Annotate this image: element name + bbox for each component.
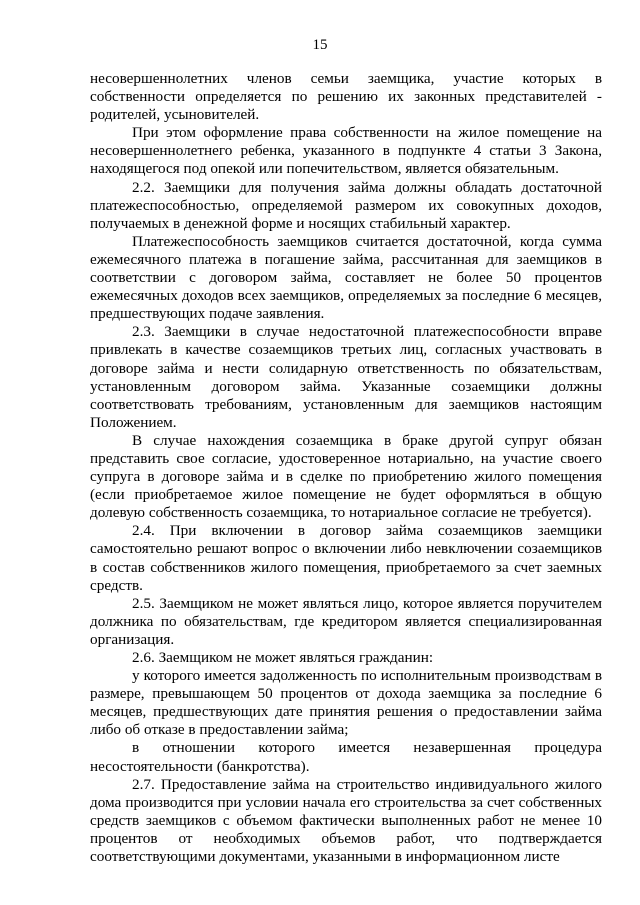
paragraph: 2.4. При включении в договор займа созаемщиков заемщики самостоятельно решают вопрос о включении либо невключении созаемщиков в состав собственников жилого помещения, приобретаемого за счет заемных средств. [90,522,602,594]
document-body [90,70,602,866]
paragraph: Платежеспособность заемщиков считается достаточной, когда сумма ежемесячного платежа в погашение займа, рассчитанная для заемщиков в соответствии с договором займа, составляет не более 50 процентов ежемесячных доходов всех заемщиков, определяемых за последние 6 месяцев, предшествующих подаче заявления. [90,232,602,323]
paragraph: 2.6. Заемщиком не может являться гражданин: [132,649,434,666]
paragraph: 2.3. Заемщики в случае недостаточной платежеспособности вправе привлекать в качестве созаемщиков третьих лиц, согласных участвовать в договоре займа и нести солидарную ответственность по обязательствам, установленным договором займа. Указанные созаемщики должны соответствовать требованиям, установленным для заемщиков настоящим Положением. [90,323,602,431]
paragraph: 2.2. Заемщики для получения займа должны обладать достаточной платежеспособностью, определяемой размером их совокупных доходов, получаемых в денежной форме и носящих стабильный характер. [90,178,602,232]
paragraph: несовершеннолетних членов семьи заемщика, участие которых в собственности определяется по решению их законных представителей - родителей, усыновителей. [90,70,602,124]
paragraph: в отношении которого имеется незавершенная процедура несостоятельности (банкротства). [90,739,602,775]
page-number: 15 [312,37,328,53]
paragraph: В случае нахождения созаемщика в браке другой супруг обязан представить свое согласие, удостоверенное нотариально, на участие своего супруга в договоре займа и в сделке по приобретению жилого помещения (если приобретаемое жилое помещение не будет оформляться в общую долевую собственность созаемщика, то нотариальное согласие не требуется). [90,431,602,522]
paragraph: 2.7. Предоставление займа на строительство индивидуального жилого дома производится при условии начала его строительства за счет собственных средств заемщиков с объемом фактически выполненных работ не менее 10 процентов от необходимых объемов работ, что подтверждается соответствующими документами, указанными в информационном листе [90,775,602,866]
paragraph: При этом оформление права собственности на жилое помещение на несовершеннолетнего ребенка, указанного в подпункте 4 статьи 3 Закона, находящегося под опекой или попечительством, является обязательным. [90,124,602,178]
paragraph: 2.5. Заемщиком не может являться лицо, которое является поручителем должника по обязательствам, где кредитором является специализированная организация. [90,594,602,648]
paragraph: у которого имеется задолженность по исполнительным производствам в размере, превышающем 50 процентов от дохода заемщика за последние 6 месяцев, предшествующих дате принятия решения о предоставлении займа либо об отказе в предоставлении займа; [90,667,602,739]
